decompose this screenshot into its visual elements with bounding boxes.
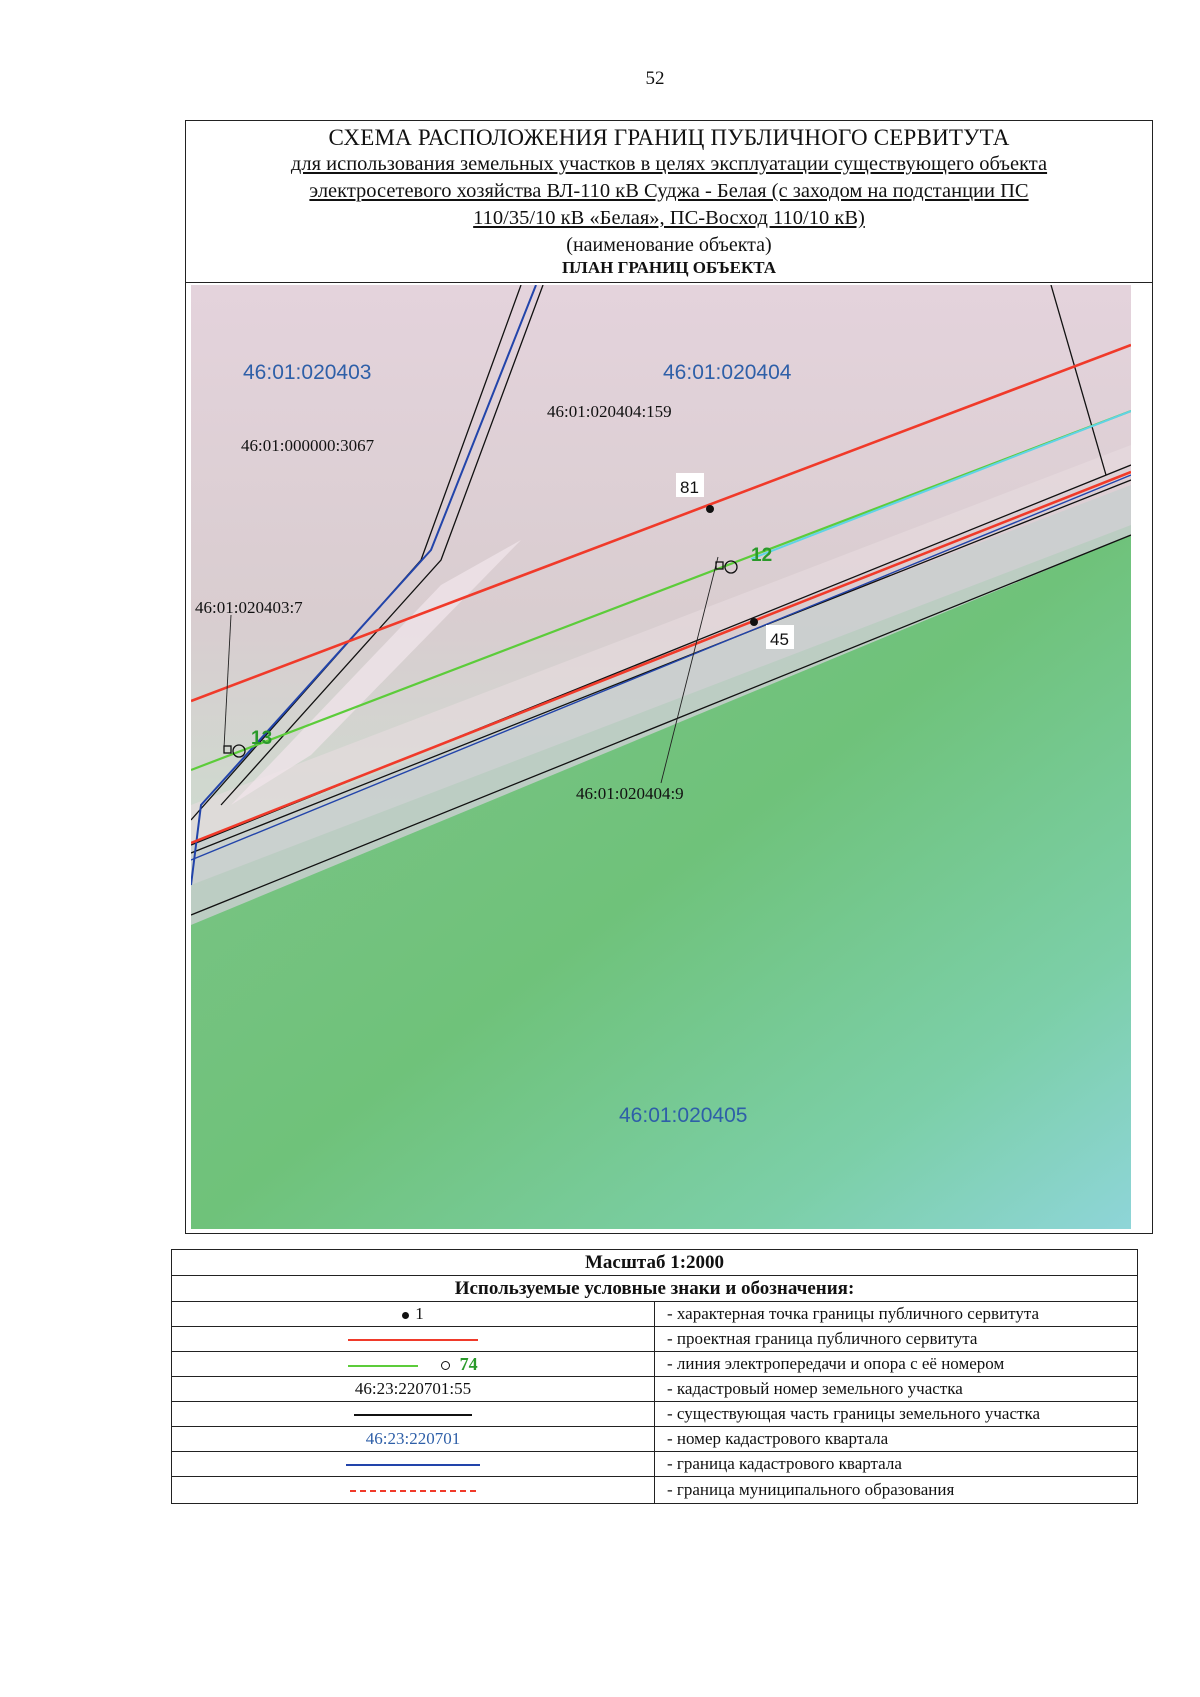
boundary-point-81[interactable] [706, 505, 714, 513]
object-name-line-3: 110/35/10 кВ «Белая», ПС-Восход 110/10 кВ) [473, 207, 865, 229]
legend-symbol-power-line [172, 1352, 655, 1377]
legend-symbol-blue-line [172, 1452, 655, 1477]
black-line-swatch [354, 1414, 472, 1416]
point-label-81: 81 [680, 478, 699, 497]
legend-row [172, 1302, 1138, 1327]
title-block [185, 120, 1153, 283]
legend-table [171, 1249, 1138, 1504]
legend-symbol-cadastral-number: 46:23:220701:55 [172, 1377, 655, 1402]
legend-description: - граница муниципального образования [655, 1477, 1138, 1504]
legend-symbol-quarter-number: 46:23:220701 [172, 1427, 655, 1452]
legend-row [172, 1477, 1138, 1504]
point-dot-icon [402, 1312, 409, 1319]
legend-description: - характерная точка границы публичного сервитута [655, 1302, 1138, 1327]
legend-row [172, 1452, 1138, 1477]
map-view[interactable] [191, 285, 1131, 1229]
legend-description: - кадастровый номер земельного участка [655, 1377, 1138, 1402]
support-circle-icon [441, 1361, 450, 1370]
green-line-swatch [348, 1365, 418, 1367]
quarter-label-020405: 46:01:020405 [619, 1104, 748, 1127]
parcel-label-7: 46:01:020403:7 [195, 598, 303, 617]
legend-point-number: 1 [415, 1304, 424, 1323]
point-label-45: 45 [770, 630, 789, 649]
plan-title: ПЛАН ГРАНИЦ ОБЪЕКТА [561, 258, 777, 277]
legend-symbol-dashdot-line [172, 1477, 655, 1504]
scheme-title: СХЕМА РАСПОЛОЖЕНИЯ ГРАНИЦ ПУБЛИЧНОГО СЕРВИТУТА [328, 125, 1010, 150]
legend-row [172, 1402, 1138, 1427]
legend-row [172, 1352, 1138, 1377]
legend-row [172, 1377, 1138, 1402]
red-line-swatch [348, 1339, 478, 1341]
page-number: 52 [645, 68, 665, 89]
blue-line-swatch [346, 1464, 480, 1466]
parcel-label-3067: 46:01:000000:3067 [241, 436, 375, 455]
map-canvas [191, 285, 1131, 1229]
legend-description: - граница кадастрового квартала [655, 1452, 1138, 1477]
parcel-label-159: 46:01:020404:159 [547, 402, 672, 421]
legend-description: - номер кадастрового квартала [655, 1427, 1138, 1452]
quarter-label-020403: 46:01:020403 [243, 361, 372, 384]
support-label-13: 13 [251, 728, 273, 749]
quarter-label-020404: 46:01:020404 [663, 361, 792, 384]
scale-label: Масштаб 1:2000 [172, 1250, 1138, 1276]
support-label-12: 12 [751, 545, 773, 566]
legend-description: - линия электропередачи и опора с её номером [655, 1352, 1138, 1377]
legend-description: - существующая часть границы земельного участка [655, 1402, 1138, 1427]
dashdot-line-swatch [350, 1490, 476, 1492]
legend-symbol-black-line [172, 1402, 655, 1427]
legend-symbol-point [172, 1302, 655, 1327]
object-name-line-1: для использования земельных участков в целях эксплуатации существующего объекта [290, 153, 1048, 175]
legend-symbol-red-line [172, 1327, 655, 1352]
legend-support-number: 74 [459, 1353, 478, 1374]
legend-heading: Используемые условные знаки и обозначения: [172, 1276, 1138, 1302]
legend-row [172, 1327, 1138, 1352]
parcel-label-9: 46:01:020404:9 [576, 784, 684, 803]
boundary-point-45[interactable] [750, 618, 758, 626]
object-name-line-2: электросетевого хозяйства ВЛ-110 кВ Суджа - Белая (с заходом на подстанции ПС [309, 180, 1029, 202]
object-name-caption: (наименование объекта) [566, 234, 772, 256]
legend-row [172, 1427, 1138, 1452]
legend-description: - проектная граница публичного сервитута [655, 1327, 1138, 1352]
